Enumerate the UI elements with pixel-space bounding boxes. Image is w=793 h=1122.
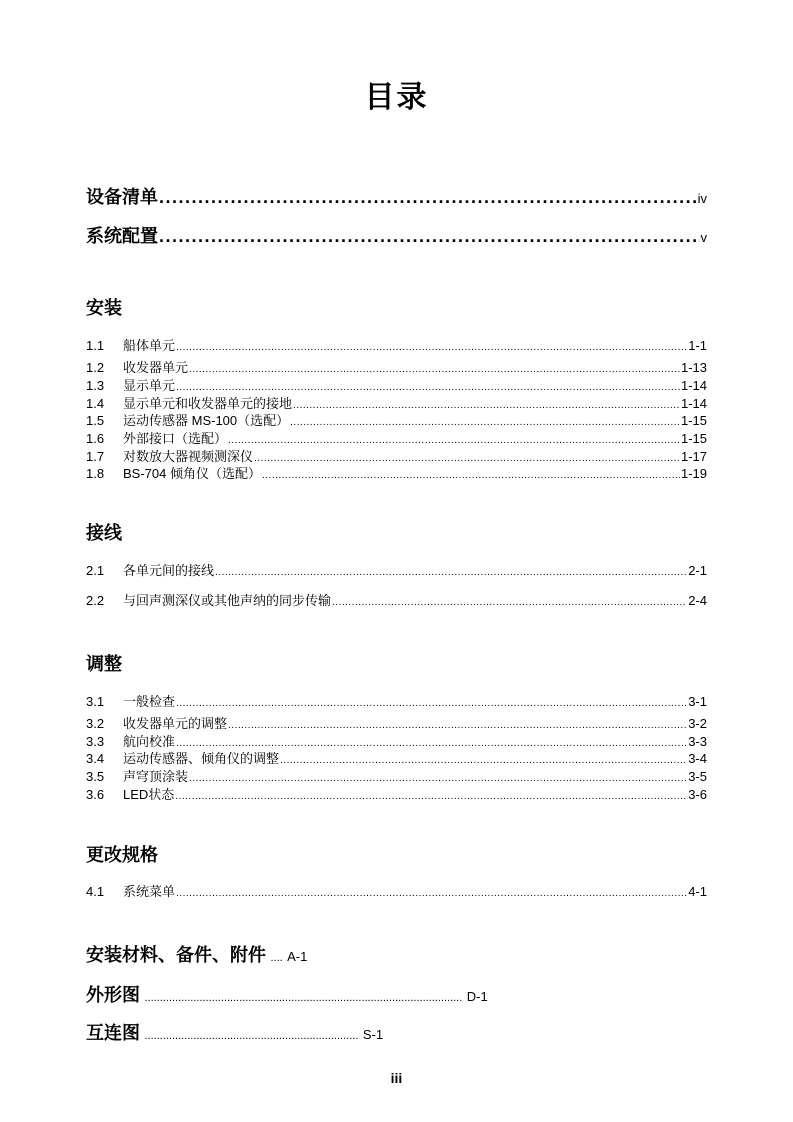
dot-leader: [175, 791, 687, 802]
toc-entry-label: 互连图: [86, 1023, 140, 1043]
dot-leader: [176, 698, 687, 709]
toc-item-label: 各单元间的接线: [123, 563, 215, 578]
toc-item-label: 船体单元: [123, 338, 176, 353]
toc-item-number: 1.8: [86, 466, 105, 481]
toc-item[interactable]: [86, 691, 707, 710]
toc-item-page: 3-4: [688, 751, 707, 766]
dot-leader: [176, 888, 687, 899]
toc-item-number: 3.1: [86, 694, 105, 709]
toc-item-label: 外部接口（选配）: [123, 431, 228, 446]
toc-item-page: 1-14: [680, 378, 707, 393]
toc-item-page: 2-4: [688, 593, 707, 608]
dot-leader: ....: [270, 952, 283, 964]
toc-item-number: 1.3: [86, 378, 105, 393]
dot-leader: [228, 720, 687, 731]
toc-entry-page: A-1: [287, 949, 308, 964]
toc-item-label: 系统菜单: [123, 884, 176, 899]
toc-item-page: 3-6: [688, 787, 707, 802]
toc-item-page: 1-19: [680, 466, 707, 481]
dot-leader: [159, 187, 697, 208]
section-heading-change-specs: 更改规格: [86, 845, 158, 865]
toc-item-page: 1-15: [680, 431, 707, 446]
toc-item-number: 3.2: [86, 716, 105, 731]
dot-leader: [159, 226, 700, 247]
page-number: iii: [390, 1070, 403, 1086]
toc-item-page: 3-2: [688, 716, 707, 731]
toc-item-label: 与回声测深仪或其他声纳的同步传输: [123, 593, 332, 608]
toc-item-page: 1-14: [680, 396, 707, 411]
toc-appendix-outline[interactable]: [86, 981, 488, 1007]
toc-item[interactable]: [86, 748, 707, 767]
toc-entry-equipment-list[interactable]: [86, 183, 707, 209]
dot-leader: [176, 342, 687, 353]
toc-item[interactable]: [86, 713, 707, 732]
toc-item[interactable]: [86, 357, 707, 376]
toc-item-page: 4-1: [688, 884, 707, 899]
toc-item-label: 收发器单元的调整: [123, 716, 228, 731]
toc-item-label: 对数放大器视频测深仪: [123, 449, 254, 464]
toc-item-number: 1.4: [86, 396, 105, 411]
toc-item[interactable]: [86, 590, 707, 609]
toc-item-number: 3.6: [86, 787, 105, 802]
dot-leader: [215, 567, 687, 578]
toc-item-label: 收发器单元: [123, 360, 189, 375]
toc-item[interactable]: [86, 766, 707, 785]
toc-entry-label: 设备清单: [86, 187, 158, 207]
page-title: 目录: [364, 81, 429, 114]
dot-leader: [176, 382, 680, 393]
toc-item-label: 显示单元: [123, 378, 176, 393]
dot-leader: [189, 364, 680, 375]
section-heading-wiring: 接线: [86, 523, 122, 543]
toc-entry-page: S-1: [362, 1027, 384, 1042]
toc-item-page: 1-15: [680, 413, 707, 428]
toc-item[interactable]: [86, 335, 707, 354]
toc-item-label: BS-704 倾角仪（选配）: [123, 466, 261, 481]
toc-entry-label: 系统配置: [86, 226, 158, 246]
toc-item[interactable]: [86, 463, 707, 482]
toc-item-number: 1.5: [86, 413, 105, 428]
toc-item-number: 3.5: [86, 769, 105, 784]
toc-appendix-materials[interactable]: [86, 941, 307, 967]
toc-item-label: 航向校准: [123, 734, 176, 749]
dot-leader: ......................................................................: [144, 1030, 359, 1042]
toc-item-number: 2.1: [86, 563, 105, 578]
toc-item-label: 声穹顶涂装: [123, 769, 189, 784]
toc-item[interactable]: [86, 375, 707, 394]
toc-item[interactable]: [86, 428, 707, 447]
toc-item-page: 1-17: [680, 449, 707, 464]
toc-item-label: LED状态: [123, 787, 175, 802]
dot-leader: ........................................................................................................: [144, 992, 463, 1004]
toc-item-number: 1.6: [86, 431, 105, 446]
toc-item-page: 1-1: [688, 338, 707, 353]
toc-entry-page: D-1: [466, 989, 488, 1004]
toc-item-page: 2-1: [688, 563, 707, 578]
toc-entry-system-config[interactable]: [86, 222, 707, 248]
toc-item-page: 3-3: [688, 734, 707, 749]
toc-item-number: 1.1: [86, 338, 105, 353]
toc-item-number: 4.1: [86, 884, 105, 899]
toc-entry-label: 安装材料、备件、附件: [86, 945, 266, 965]
toc-item-number: 3.3: [86, 734, 105, 749]
toc-item-page: 3-1: [688, 694, 707, 709]
toc-item-number: 1.7: [86, 449, 105, 464]
dot-leader: [189, 773, 687, 784]
toc-item-number: 1.2: [86, 360, 105, 375]
dot-leader: [290, 417, 680, 428]
toc-item[interactable]: [86, 410, 707, 429]
toc-entry-label: 外形图: [86, 985, 140, 1005]
toc-entry-page: v: [700, 230, 707, 245]
section-heading-adjustment: 调整: [86, 654, 122, 674]
toc-appendix-interconnect[interactable]: [86, 1019, 383, 1045]
dot-leader: [262, 470, 680, 481]
toc-entry-page: iv: [697, 191, 707, 206]
dot-leader: [280, 755, 687, 766]
toc-item-page: 3-5: [688, 769, 707, 784]
dot-leader: [332, 597, 687, 608]
toc-item[interactable]: [86, 560, 707, 579]
toc-item-label: 显示单元和收发器单元的接地: [123, 396, 293, 411]
toc-item-number: 3.4: [86, 751, 105, 766]
toc-item-number: 2.2: [86, 593, 105, 608]
toc-item[interactable]: [86, 881, 707, 900]
toc-item-label: 一般检查: [123, 694, 176, 709]
dot-leader: [228, 435, 680, 446]
section-heading-installation: 安装: [86, 298, 122, 318]
toc-item-page: 1-13: [680, 360, 707, 375]
toc-item[interactable]: [86, 784, 707, 803]
toc-item-label: 运动传感器、倾角仪的调整: [123, 751, 280, 766]
toc-item-label: 运动传感器 MS-100（选配）: [123, 413, 290, 428]
